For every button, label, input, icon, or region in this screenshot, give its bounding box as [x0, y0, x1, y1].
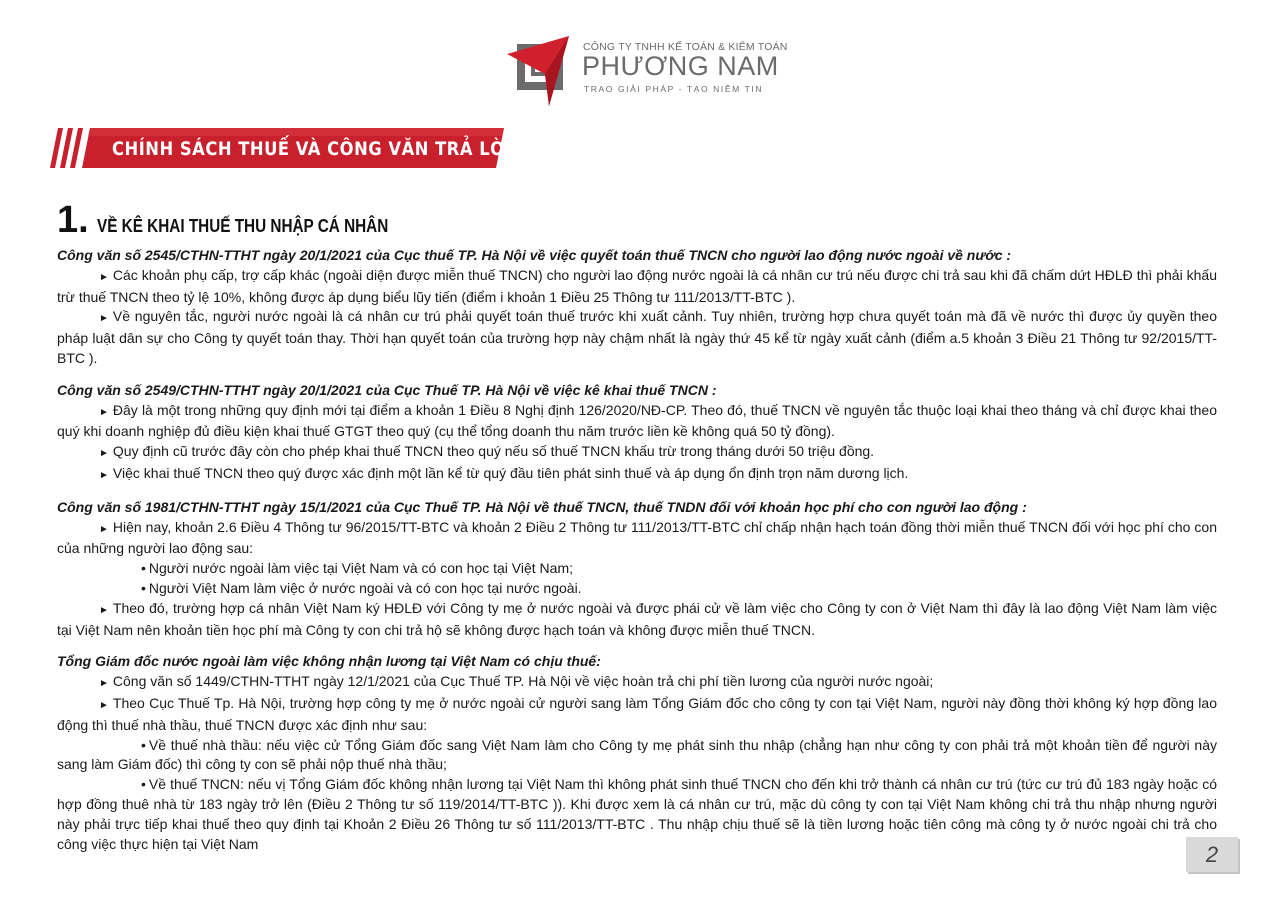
slogan: TRAO GIẢI PHÁP - TẠO NIỀM TIN: [584, 84, 764, 94]
section-title: VỀ KÊ KHAI THUẾ THU NHẬP CÁ NHÂN: [96, 216, 388, 236]
bullet-item: ► Theo đó, trường hợp cá nhân Việt Nam ký HĐLĐ với Công ty mẹ ở nước ngoài và được phái cử về làm việc cho Công ty con ở Việt Nam thì đây là lao động Việt Nam làm việc tại Việt Nam nên khoản tiền học phí mà Công ty con chi trả hộ sẽ không được hạch toán và không được miễn thuế TNCN.: [57, 599, 1217, 638]
bullet-item: ► Đây là một trong những quy định mới tại điểm a khoản 1 Điều 8 Nghị định 126/2020/NĐ-CP. Theo đó, thuế TNCN về nguyên tắc thuộc loại khai theo tháng và chỉ được khai theo quý khi doanh nghiệp đủ điều kiện khai thuế GTGT theo quý (cụ thể tổng doanh thu năm trước liền kề không quá 50 tỷ đồng).: [57, 401, 1217, 440]
section-banner: [46, 128, 512, 168]
arrow-bullet-icon: ►: [99, 313, 109, 325]
block-heading: Công văn số 2549/CTHN-TTHT ngày 20/1/2021 của Cục Thuế TP. Hà Nội về việc kê khai thuế TNCN :: [57, 381, 717, 398]
brand-name: PHƯƠNG NAM: [582, 51, 779, 81]
sub-bullet-item: • Về thuế nhà thầu: nếu việc cử Tổng Giám đốc sang Việt Nam làm cho Công ty mẹ phát sinh thu nhập (chẳng hạn như công ty con phải trả một khoản tiền để người này sang làm Giám đốc) thì công ty con sẽ phải nộp thuế nhà thầu;: [57, 736, 1217, 773]
arrow-bullet-icon: ►: [99, 469, 109, 481]
arrow-bullet-icon: ►: [99, 604, 109, 616]
company-line: CÔNG TY TNHH KẾ TOÁN & KIỂM TOÁN: [583, 41, 788, 53]
bullet-item: ► Các khoản phụ cấp, trợ cấp khác (ngoài diện được miễn thuế TNCN) cho người lao động nước ngoài là cá nhân cư trú nếu được chi trả sau khi đã chấm dứt HĐLĐ thì phải khấu trừ thuế TNCN theo tỷ lệ 10%, không được áp dụng biểu lũy tiến (điểm i khoản 1 Điều 25 Thông tư 111/2013/TT-BTC ).: [57, 266, 1217, 305]
page-number: 2: [1186, 837, 1238, 872]
dot-bullet-icon: •: [141, 560, 146, 577]
arrow-bullet-icon: ►: [99, 406, 109, 418]
arrow-bullet-icon: ►: [99, 678, 109, 690]
arrow-bullet-icon: ►: [99, 271, 109, 283]
bullet-item: ► Công văn số 1449/CTHN-TTHT ngày 12/1/2021 của Cục Thuế TP. Hà Nội về việc hoàn trả chi phí tiền lương của người nước ngoài;: [99, 673, 934, 690]
sub-bullet-item: • Về thuế TNCN: nếu vị Tổng Giám đốc không nhận lương tại Việt Nam thì không phát sinh thuế TNCN cho đến khi trở thành cá nhân cư trú (tức cư trú đủ 183 ngày hoặc có hợp đồng thuê nhà từ 183 ngày trở lên (Điều 2 Thông tư số 119/2014/TT-BTC )). Khi được xem là cá nhân cư trú, mặc dù công ty con tại Việt Nam không chi trả thu nhập nhưng người này phải trực tiếp khai thuế theo quy định tại Khoản 2 Điều 26 Thông tư số 111/2013/TT-BTC . Thu nhập chịu thuế sẽ là tiền lương hoặc tiên công mà công ty ở nước ngoài chi trả cho công việc thực hiện tại Việt Nam: [57, 776, 1217, 852]
bullet-item: ► Việc khai thuế TNCN theo quý được xác định một lần kể từ quý đầu tiên phát sinh thuế và áp dụng ổn định trọn năm dương lịch.: [99, 464, 909, 481]
banner-title: CHÍNH SÁCH THUẾ VÀ CÔNG VĂN TRẢ LỜI: [112, 138, 512, 160]
bullet-item: ► Quy định cũ trước đây còn cho phép khai thuế TNCN theo quý nếu số thuế TNCN khấu trừ trong tháng dưới 50 triệu đồng.: [99, 443, 875, 460]
arrow-bullet-icon: ►: [99, 699, 109, 711]
section-number: 1.: [57, 199, 89, 241]
dot-bullet-icon: •: [141, 579, 146, 596]
company-logo: [505, 34, 788, 110]
bullet-item: ► Về nguyên tắc, người nước ngoài là cá nhân cư trú phải quyết toán thuế trước khi xuất cảnh. Tuy nhiên, trường hợp chưa quyết toán mà đã về nước thì được ủy quyền theo pháp luật dân sự cho Công ty quyết toán thay. Thời hạn quyết toán của trường hợp này chậm nhất là ngày thứ 45 kể từ ngày xuất cảnh (điểm a.5 khoản 3 Điều 21 Thông tư 92/2015/TT-BTC ).: [57, 308, 1217, 366]
sub-bullet-item: • Người Việt Nam làm việc ở nước ngoài và có con học tại nước ngoài.: [141, 579, 582, 596]
logo-mark-icon: [505, 34, 581, 110]
dot-bullet-icon: •: [141, 736, 146, 753]
arrow-bullet-icon: ►: [99, 448, 109, 460]
block-heading: Công văn số 1981/CTHN-TTHT ngày 15/1/2021 của Cục Thuế TP. Hà Nội về thuế TNCN, thuế TNDN đối với khoản học phí cho con người lao động :: [57, 498, 1027, 515]
block-heading: Công văn số 2545/CTHN-TTHT ngày 20/1/2021 của Cục thuế TP. Hà Nội về việc quyết toán thuế TNCN cho người lao động nước ngoài về nước :: [57, 247, 1012, 263]
bullet-item: ► Theo Cục Thuế Tp. Hà Nội, trường hợp công ty mẹ ở nước ngoài cử người sang làm Tổng Giám đốc cho công ty con tại Việt Nam, người này đồng thời không ký hợp đồng lao động thì thuế nhà thầu, thuế TNCN được xác định như sau:: [57, 694, 1217, 733]
block-heading: Tổng Giám đốc nước ngoài làm việc không nhận lương tại Việt Nam có chịu thuế:: [57, 653, 601, 670]
section-heading: [57, 199, 439, 239]
arrow-bullet-icon: ►: [99, 523, 109, 535]
dot-bullet-icon: •: [141, 776, 146, 793]
document-body: [57, 246, 1217, 854]
bullet-item: ► Hiện nay, khoản 2.6 Điều 4 Thông tư 96/2015/TT-BTC và khoản 2 Điều 2 Thông tư 111/2013/TT-BTC chỉ chấp nhận hạch toán đồng thời miễn thuế TNCN đối với học phí cho con của những người lao động sau:: [57, 518, 1217, 557]
sub-bullet-item: • Người nước ngoài làm việc tại Việt Nam và có con học tại Việt Nam;: [141, 560, 574, 577]
